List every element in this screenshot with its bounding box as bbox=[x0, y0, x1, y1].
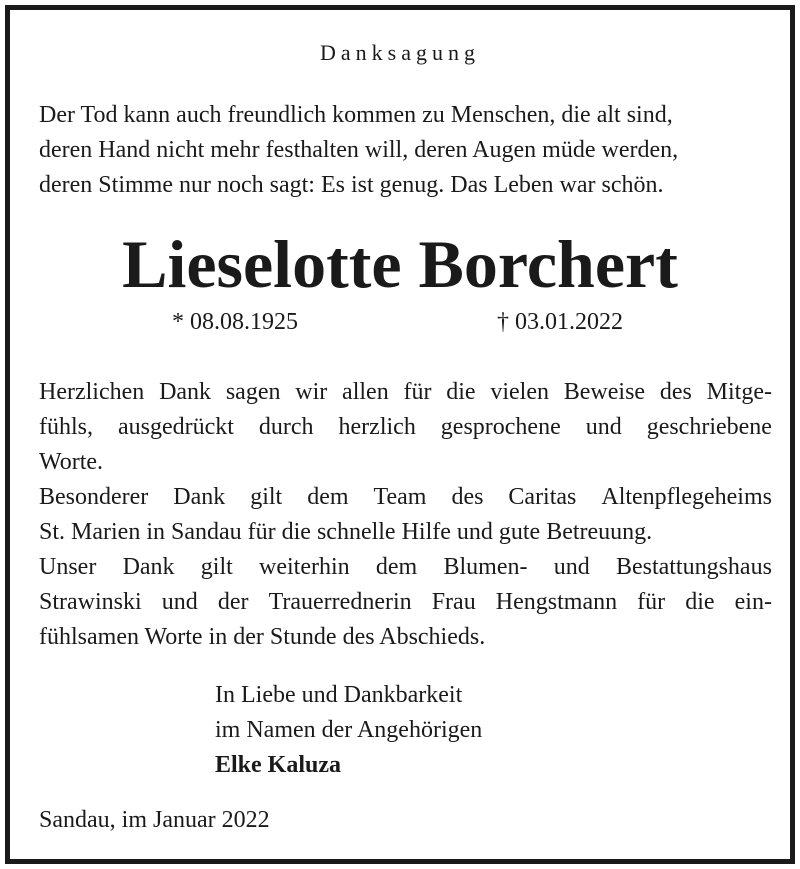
body-word: Bestattungshaus bbox=[615, 554, 772, 580]
body-word: der bbox=[217, 589, 249, 615]
body-word: gilt bbox=[250, 484, 283, 510]
place-and-date: Sandau, im Januar 2022 bbox=[39, 807, 270, 833]
death-date: † 03.01.2022 bbox=[497, 309, 623, 335]
body-word: fühls, bbox=[39, 414, 93, 440]
body-word: dem bbox=[375, 554, 418, 580]
body-word: Mitge- bbox=[706, 379, 772, 405]
closing-line: In Liebe und Dankbarkeit bbox=[215, 682, 463, 708]
body-word: die bbox=[446, 379, 476, 405]
body-word: Dank bbox=[122, 554, 175, 580]
body-line bbox=[39, 550, 772, 585]
body-word: sagen bbox=[225, 379, 281, 405]
body-word: Trauerrednerin bbox=[268, 589, 412, 615]
obituary-notice bbox=[5, 5, 795, 864]
body-word: für bbox=[403, 379, 432, 405]
signer-name: Elke Kaluza bbox=[215, 752, 342, 778]
body-line bbox=[39, 375, 772, 410]
body-word: Altenpflegeheims bbox=[601, 484, 772, 510]
body-word: Frau bbox=[431, 589, 476, 615]
body-line: Worte. bbox=[39, 449, 104, 475]
poem-block bbox=[39, 98, 774, 203]
body-word: allen bbox=[342, 379, 389, 405]
closing-block bbox=[215, 678, 482, 783]
body-word: des bbox=[659, 379, 692, 405]
body-word: Unser bbox=[39, 554, 97, 580]
poem-line: Der Tod kann auch freundlich kommen zu Menschen, die alt sind, bbox=[39, 102, 673, 128]
body-word: und bbox=[161, 589, 198, 615]
body-word: Dank bbox=[159, 379, 212, 405]
body-word: und bbox=[585, 414, 622, 440]
body-word: ausgedrückt bbox=[117, 414, 234, 440]
body-word: Blumen- bbox=[443, 554, 528, 580]
thanks-text bbox=[39, 375, 772, 655]
body-word: ein- bbox=[734, 589, 772, 615]
body-word: durch bbox=[258, 414, 314, 440]
body-word: Caritas bbox=[508, 484, 577, 510]
body-word: Beweise bbox=[563, 379, 646, 405]
body-line bbox=[39, 410, 772, 445]
body-word: Besonderer bbox=[39, 484, 149, 510]
body-word: geschriebene bbox=[646, 414, 772, 440]
body-word: Herzlichen bbox=[39, 379, 145, 405]
body-word: vielen bbox=[490, 379, 549, 405]
poem-line: deren Stimme nur noch sagt: Es ist genug. Das Leben war schön. bbox=[39, 172, 664, 198]
body-word: Team bbox=[373, 484, 427, 510]
body-word: dem bbox=[307, 484, 349, 510]
body-word: für bbox=[637, 589, 666, 615]
body-word: Dank bbox=[173, 484, 226, 510]
notice-heading: Danksagung bbox=[320, 40, 480, 65]
body-word: wir bbox=[295, 379, 328, 405]
body-line bbox=[39, 480, 772, 515]
body-word: gesprochene bbox=[440, 414, 561, 440]
closing-line: im Namen der Angehörigen bbox=[215, 717, 483, 743]
body-word: des bbox=[451, 484, 484, 510]
birth-date: * 08.08.1925 bbox=[172, 309, 298, 335]
body-line: St. Marien in Sandau für die schnelle Hilfe und gute Betreuung. bbox=[39, 519, 653, 545]
poem-line: deren Hand nicht mehr festhalten will, deren Augen müde werden, bbox=[39, 137, 679, 163]
body-word: Strawinski bbox=[39, 589, 142, 615]
body-line bbox=[39, 585, 772, 620]
body-word: die bbox=[685, 589, 715, 615]
body-word: und bbox=[553, 554, 590, 580]
body-line: fühlsamen Worte in der Stunde des Abschieds. bbox=[39, 624, 486, 650]
body-word: herzlich bbox=[338, 414, 416, 440]
body-word: Hengstmann bbox=[495, 589, 618, 615]
deceased-name: Lieselotte Borchert bbox=[122, 226, 678, 302]
body-word: weiterhin bbox=[259, 554, 350, 580]
body-word: gilt bbox=[200, 554, 233, 580]
